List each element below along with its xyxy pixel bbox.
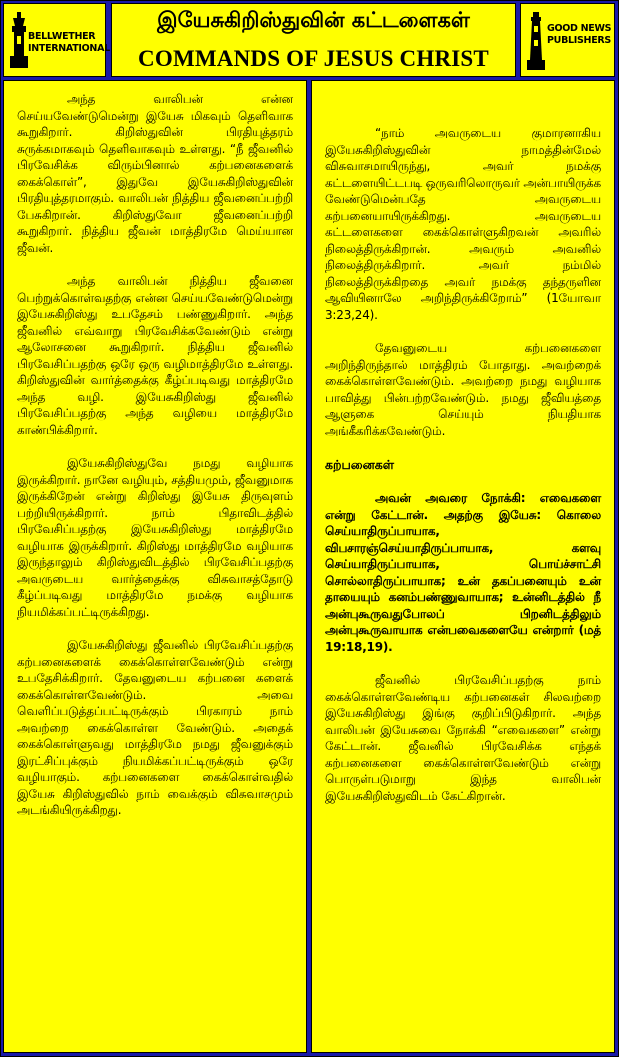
left-paragraph: அந்த வாலிபன் என்ன செய்யவேண்டுமென்று இயேசு மிகவும் தெளிவாக கூறுகிறார். கிறிஸ்துவின் பிரதியுத்தரம் சுருக்கமாகவும் தெளிவாகவும் உள்ளது. “நீ ஜீவனில் பிரவேசிக்க விரும்பினால் கற்பனைகளைக் கைக்கொள்”, இதுவே இயேசுகிறிஸ்துவின் பிரதியுத்தரமாகும். வாலிபன் நித்திய ஜீவனைப்பற்றி பேசுகிறான். கிறிஸ்துவோ ஜீவனைப்பற்றி கூறுகிறார். நித்திய ஜீவன் மாத்திரமே மெய்யான ஜீவன். <box>17 92 293 255</box>
right-paragraph: தேவனுடைய கற்பனைகளை அறிந்திருந்தால் மாத்திரம் போதாது. அவற்றைக் கைக்கொள்ளவேண்டும். அவற்றை நமது வழியாக பாவித்து பின்பற்றவேண்டும். நமது ஜீவியத்தை ஆளுகை செய்யும் நியதியாக அங்கீகரிக்கவேண்டும். <box>325 341 601 438</box>
right-column <box>311 80 615 1053</box>
left-logo-line-1: BELLWETHER <box>28 31 96 42</box>
right-paragraph: “நாம் அவருடைய குமாரனாகிய இயேசுகிறிஸ்துவின் நாமத்தின்மேல் விசுவாசமாயிருந்து, அவர் நமக்கு கட்டளையிட்டபடி ஒருவரிலொருவர் அன்பாயிருக்க வேண்டுமென்பதே அவருடைய கற்பனையாயிருக்கிறது. அவருடைய கட்டளைகளை கைக்கொள்ளுகிறவன் அவரில் நிலைத்திருக்கிறான். அவரும் அவனில் நிலைத்திருக்கிறார். அவர் நம்மில் நிலைத்திருக்கிறதை அவர் நமக்கு தந்தருளின ஆவியினாலே அறிந்திருக்கிறோம்” (1யோவா 3:23,24). <box>325 126 601 322</box>
lighthouse-icon <box>526 12 546 70</box>
left-paragraph: அந்த வாலிபன் நித்திய ஜீவனை பெற்றுக்கொள்வதற்கு என்ன செய்யவேண்டுமென்று இயேசுகிறிஸ்து உபதேசம் பண்ணுகிறார். அந்த ஜீவனில் எவ்வாறு பிரவேசிக்கவேண்டும் என்று ஆலோசனை கூறுகிறார். நித்திய ஜீவனில் பிரவேசிப்பதற்கு ஒரே ஒரு வழிமாத்திரமே உள்ளது. கிறிஸ்துவின் வார்த்தைக்கு கீழ்ப்படிவது மாத்திரமே அந்த வழி. இயேசுகிறிஸ்து ஜீவனில் பிரவேசிப்பதற்கு அந்த வழியை மாத்திரமே காண்பிக்கிறார். <box>17 274 293 437</box>
right-paragraph: ஜீவனில் பிரவேசிப்பதற்கு நாம் கைக்கொள்ளவேண்டிய கற்பனைகள் சிலவற்றை இயேசுகிறிஸ்து இங்கு குறிப்பிடுகிறார். அந்த வாலிபன் இயேசுவை நோக்கி “எவைகளை” என்று கேட்டான். ஜீவனில் பிரவேசிக்க எந்தக் கற்பனைகளை கைக்கொள்ளவேண்டும் என்று பொருள்படுமாறு இந்த வாலிபன் இயேசுகிறிஸ்துவிடம் கேட்கிறான். <box>325 673 601 803</box>
title-english: COMMANDS OF JESUS CHRIST <box>138 46 489 71</box>
good-news-logo <box>520 3 615 77</box>
title-tamil: இயேசுகிறிஸ்துவின் கட்டளைகள் <box>157 8 470 32</box>
left-column <box>3 80 307 1053</box>
bell-tower-icon <box>9 12 29 68</box>
right-logo-line-2: PUBLISHERS <box>547 35 611 46</box>
right-logo-line-1: GOOD NEWS <box>547 23 612 34</box>
left-logo-line-2: INTERNATIONAL <box>28 43 110 54</box>
left-paragraph: இயேசுகிறிஸ்துவே நமது வழியாக இருக்கிறார். நானே வழியும், சத்தியமும், ஜீவனுமாக இருக்கிறேன் என்று கிறிஸ்து இயேசு திருவுளம் பற்றியிருக்கிறார். நாம் பிதாவிடத்தில் பிரவேசிப்பதற்கு இயேசுகிறிஸ்து மாத்திரமே வழியாக இருக்கிறார். கிறிஸ்து மாத்திரமே வழியாக இருந்தாலும் கிறிஸ்துவிடத்தில் பிரவேசிப்பதற்கு அவருடைய வார்த்தைக்கு விசுவாசத்தோடு கீழ்ப்படிவது மாத்திரமே நமக்கு வழியாக நியமிக்கப்பட்டிருக்கிறது. <box>17 456 293 619</box>
title-box <box>111 3 516 77</box>
section-heading: கற்பனைகள் <box>325 457 395 472</box>
left-paragraph: இயேசுகிறிஸ்து ஜீவனில் பிரவேசிப்பதற்கு கற்பனைகளைக் கைக்கொள்ளவேண்டும் என்று உபதேசிக்கிறார். தேவனுடைய கற்பனை களைக் கைக்கொள்ளவேண்டும். அவை வெளிப்படுத்தப்பட்டிருக்கும் பிரகாரம் நாம் அவற்றை கைக்கொள்ள வேண்டும். அதைக் கைக்கொள்ளுவது மாத்திரமே நமது ஜீவனுக்கும் இரட்சிப்புக்கும் நியமிக்கப்பட்டிருக்கும் ஒரே வழியாகும். கற்பனைகளை கைக்கொள்வதில் இயேசு கிறிஸ்துவில் நாம் வைக்கும் விசுவாசமும் அடங்கியிருக்கிறது. <box>17 638 293 817</box>
scripture-quote: அவன் அவரை நோக்கி: எவைகளை என்று கேட்டான். அதற்கு இயேசு: கொலை செய்யாதிருப்பாயாக, விபசாரஞ்செய்யாதிருப்பாயாக, களவு செய்யாதிருப்பாயாக, பொய்ச்சாட்சி சொல்லாதிருப்பாயாக; உன் தகப்பனையும் உன் தாயையும் கனம்பண்ணுவாயாக; உன்னிடத்தில் நீ அன்புகூருவதுபோலப் பிறனிடத்திலும் அன்புகூருவாயாக என்பவைகளையே என்றார் (மத் 19:18,19). <box>325 491 601 654</box>
bellwether-logo <box>3 3 110 77</box>
